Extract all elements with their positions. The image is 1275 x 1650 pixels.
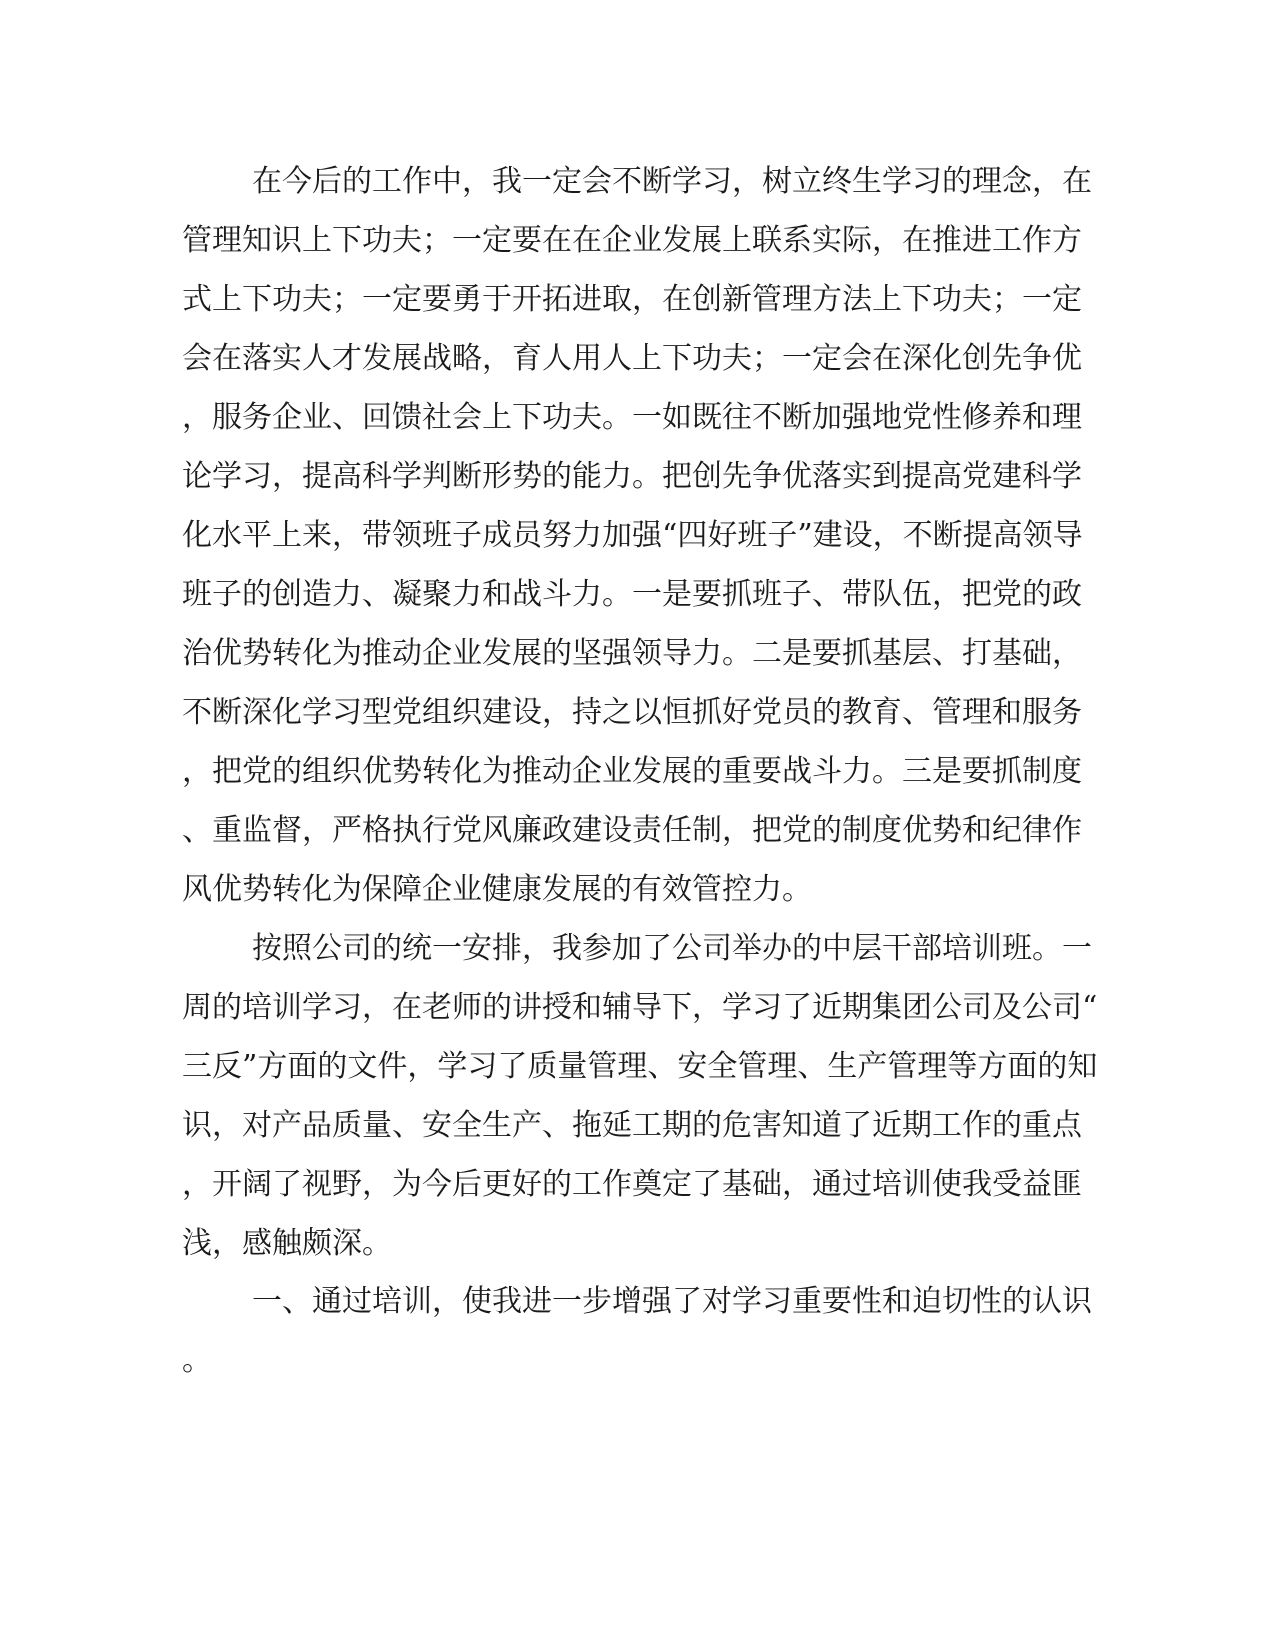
paragraph-3-line-1: [252, 1277, 1092, 1327]
paragraph-2-line-4: [182, 1101, 1082, 1151]
paragraph-2-line-5: [182, 1160, 1082, 1210]
paragraph-2-line-6: [182, 1219, 1062, 1269]
paragraph-1-line-8: [182, 570, 1082, 620]
text-line: 三反”方面的文件，学习了质量管理、安全管理、生产管理等方面的知: [182, 1049, 1098, 1084]
paragraph-1-line-10: [182, 688, 1082, 738]
paragraph-1-line-13: [182, 865, 1062, 915]
paragraph-2-line-2: [182, 983, 1098, 1033]
text-line: 风优势转化为保障企业健康发展的有效管控力。: [182, 872, 812, 907]
paragraph-2-line-1: [252, 924, 1092, 974]
text-line: 化水平上来，带领班子成员努力加强“四好班子”建设，不断提高领导: [182, 518, 1083, 553]
paragraph-1-line-2: [182, 216, 1082, 266]
paragraph-3-line-2: [182, 1336, 1062, 1386]
paragraph-1-line-3: [182, 275, 1082, 325]
text-line: 式上下功夫；一定要勇于开拓进取，在创新管理方法上下功夫；一定: [182, 282, 1082, 317]
paragraph-1-line-12: [182, 806, 1082, 856]
text-line: 、重监督，严格执行党风廉政建设责任制，把党的制度优势和纪律作: [182, 813, 1082, 848]
text-line: 管理知识上下功夫；一定要在在企业发展上联系实际，在推进工作方: [182, 223, 1082, 258]
paragraph-1-line-6: [182, 452, 1082, 502]
paragraph-1-line-9: [182, 629, 1082, 679]
paragraph-1-line-1: [252, 157, 1092, 207]
paragraph-1-line-5: [182, 393, 1082, 443]
paragraph-2-line-3: [182, 1042, 1098, 1092]
text-line: 浅，感触颇深。: [182, 1226, 392, 1261]
text-line: 会在落实人才发展战略，育人用人上下功夫；一定会在深化创先争优: [182, 341, 1082, 376]
paragraph-1-line-11: [182, 747, 1082, 797]
paragraph-1-line-4: [182, 334, 1082, 384]
text-line: ，开阔了视野，为今后更好的工作奠定了基础，通过培训使我受益匪: [182, 1167, 1082, 1202]
text-line: 一、通过培训，使我进一步增强了对学习重要性和迫切性的认识: [252, 1284, 1092, 1319]
text-line: 按照公司的统一安排，我参加了公司举办的中层干部培训班。一: [252, 931, 1092, 966]
paragraph-1-line-7: [182, 511, 1083, 561]
text-line: 周的培训学习，在老师的讲授和辅导下，学习了近期集团公司及公司“: [182, 990, 1098, 1025]
text-line: 论学习，提高科学判断形势的能力。把创先争优落实到提高党建科学: [182, 459, 1082, 494]
text-line: 识，对产品质量、安全生产、拖延工期的危害知道了近期工作的重点: [182, 1108, 1082, 1143]
text-line: ，服务企业、回馈社会上下功夫。一如既往不断加强地党性修养和理: [182, 400, 1082, 435]
text-line: 班子的创造力、凝聚力和战斗力。一是要抓班子、带队伍，把党的政: [182, 577, 1082, 612]
text-line: 在今后的工作中，我一定会不断学习，树立终生学习的理念，在: [252, 164, 1092, 199]
text-line: 不断深化学习型党组织建设，持之以恒抓好党员的教育、管理和服务: [182, 695, 1082, 730]
text-line: 治优势转化为推动企业发展的坚强领导力。二是要抓基层、打基础，: [182, 636, 1082, 671]
text-line: 。: [182, 1343, 212, 1378]
text-line: ，把党的组织优势转化为推动企业发展的重要战斗力。三是要抓制度: [182, 754, 1082, 789]
